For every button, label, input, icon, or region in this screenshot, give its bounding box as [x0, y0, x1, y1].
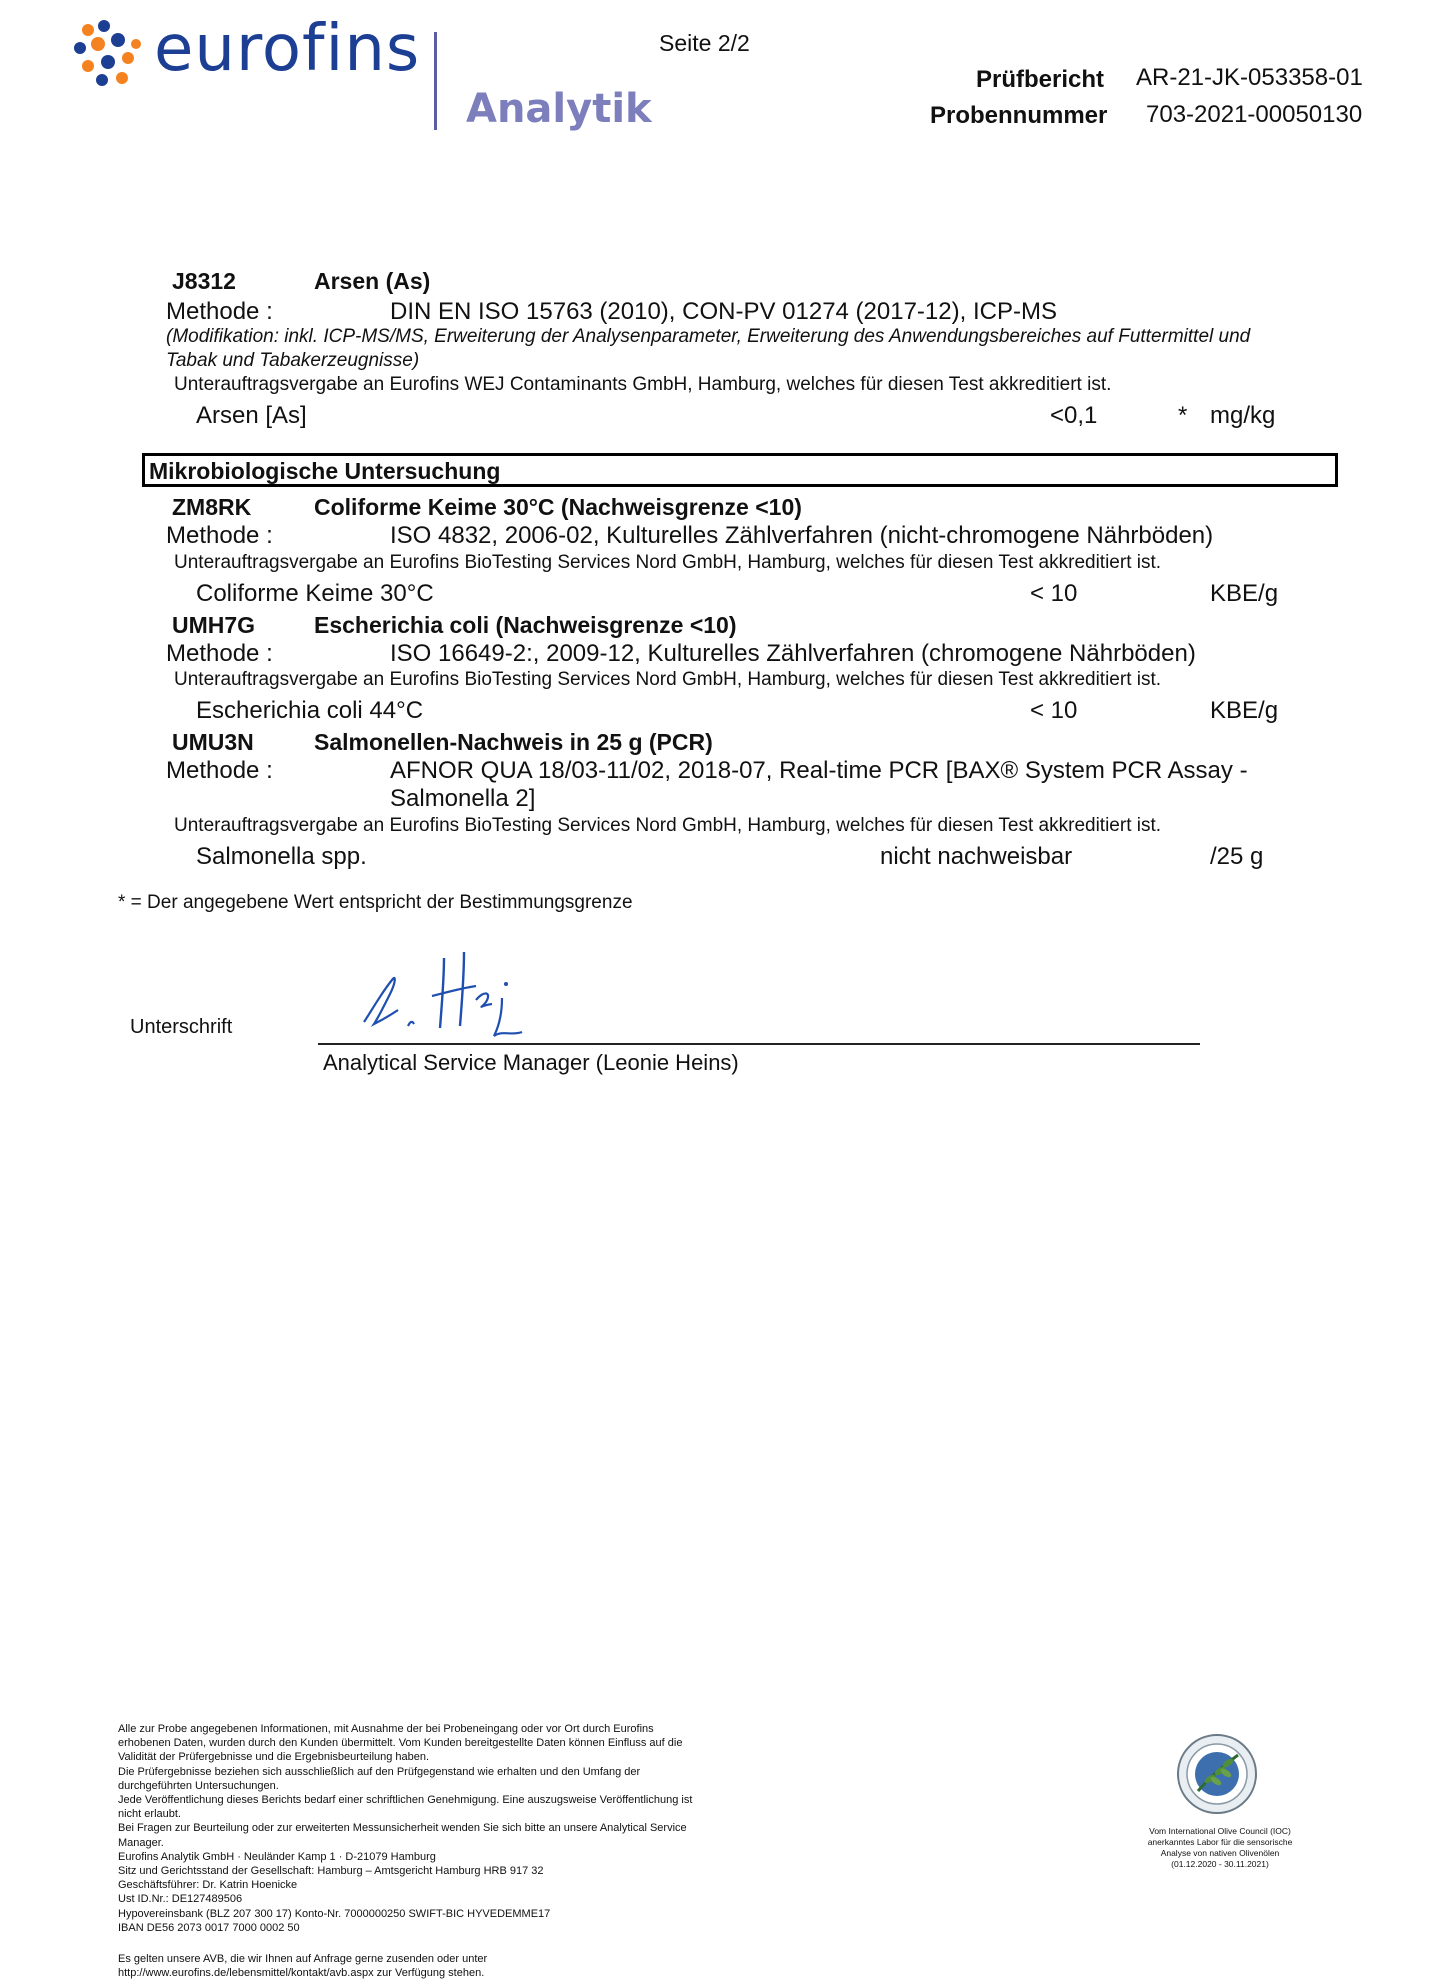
test-code: ZM8RK	[172, 494, 252, 520]
ioc-line: (01.12.2020 - 30.11.2021)	[1171, 1859, 1269, 1869]
footer-line: Alle zur Probe angegebenen Informationen, mit Ausnahme der bei Probeneingang oder vor Ort durch Eurofins	[118, 1723, 654, 1735]
section-header	[142, 453, 1338, 487]
method-value: ISO 16649-2:, 2009-12, Kulturelles Zählverfahren (chromogene Nährböden)	[390, 640, 1196, 667]
method-label: Methode :	[166, 757, 273, 784]
subcontract-note: Unterauftragsvergabe an Eurofins WEJ Contaminants GmbH, Hamburg, welches für diesen Test akkreditiert ist.	[174, 374, 1112, 395]
test-title: Salmonellen-Nachweis in 25 g (PCR)	[314, 729, 713, 755]
section-title: Mikrobiologische Untersuchung	[149, 458, 501, 484]
result-name: Coliforme Keime 30°C	[196, 580, 434, 607]
footer-line: erhobenen Daten, wurden durch den Kunden übermittelt. Vom Kunden bereitgestellte Daten können Einfluss auf die	[118, 1737, 683, 1750]
ioc-line: Analyse von nativen Olivenölen	[1160, 1848, 1280, 1858]
report-value: AR-21-JK-053358-01	[1136, 64, 1363, 91]
page-number: Seite 2/2	[659, 30, 750, 56]
method-note: Tabak und Tabakerzeugnisse)	[166, 350, 420, 371]
result-unit: KBE/g	[1210, 697, 1279, 724]
method-value: AFNOR QUA 18/03-11/02, 2018-07, Real-time PCR [BAX® System PCR Assay -	[390, 757, 1248, 784]
method-label: Methode :	[166, 522, 273, 549]
result-flag: *	[1178, 402, 1188, 429]
subcontract-note: Unterauftragsvergabe an Eurofins BioTesting Services Nord GmbH, Hamburg, welches für diesen Test akkreditiert ist.	[174, 815, 1162, 836]
subcontract-note: Unterauftragsvergabe an Eurofins BioTesting Services Nord GmbH, Hamburg, welches für diesen Test akkreditiert ist.	[174, 669, 1162, 690]
footer-line: Ust ID.Nr.: DE127489506	[118, 1893, 243, 1906]
logo-divider	[434, 32, 437, 130]
handwritten-signature	[352, 940, 532, 1040]
footer-line: Eurofins Analytik GmbH · Neuländer Kamp 1 · D-21079 Hamburg	[118, 1850, 436, 1863]
result-value: nicht nachweisbar	[880, 843, 1073, 870]
test-code: UMH7G	[172, 612, 256, 638]
test-code: UMU3N	[172, 729, 254, 755]
method-value: ISO 4832, 2006-02, Kulturelles Zählverfahren (nicht-chromogene Nährböden)	[390, 522, 1214, 549]
logo-wordmark: eurofins	[154, 12, 421, 86]
ioc-seal-icon	[1176, 1733, 1258, 1815]
sample-value: 703-2021-00050130	[1146, 101, 1363, 128]
footer-line: Bei Fragen zur Beurteilung oder zur erweiterten Messunsicherheit wenden Sie sich bitte an unsere Analytical Service	[118, 1822, 687, 1835]
result-value: < 10	[1030, 697, 1078, 724]
method-label: Methode :	[166, 640, 273, 667]
signature-label: Unterschrift	[130, 1016, 233, 1038]
test-title: Arsen (As)	[314, 268, 431, 294]
footer-line: Manager.	[118, 1836, 164, 1849]
footer-line: Jede Veröffentlichung dieses Berichts bedarf einer schriftlichen Genehmigung. Eine auszugsweise Veröffentlichung ist	[118, 1794, 693, 1806]
method-value: Salmonella 2]	[390, 785, 536, 812]
test-title: Coliforme Keime 30°C (Nachweisgrenze <10)	[314, 494, 802, 520]
test-code: J8312	[172, 268, 236, 294]
footer-line: durchgeführten Untersuchungen.	[118, 1779, 279, 1792]
method-note: (Modifikation: inkl. ICP-MS/MS, Erweiterung der Analysenparameter, Erweiterung des Anwendungsbereiches auf Futtermittel und	[166, 326, 1251, 347]
result-unit: KBE/g	[1210, 580, 1279, 607]
footnote: * = Der angegebene Wert entspricht der Bestimmungsgrenze	[118, 892, 633, 913]
eurofins-logo-icon	[74, 20, 144, 88]
footer-line: Hypovereinsbank (BLZ 207 300 17) Konto-Nr. 7000000250 SWIFT-BIC HYVEDEMME17	[118, 1907, 551, 1920]
result-name: Salmonella spp.	[196, 843, 367, 870]
signature-line	[318, 1043, 1200, 1045]
logo-subtitle: Analytik	[466, 86, 652, 132]
test-title: Escherichia coli (Nachweisgrenze <10)	[314, 612, 737, 638]
ioc-line: anerkanntes Labor für die sensorische	[1147, 1837, 1293, 1847]
footer-avb-line: http://www.eurofins.de/lebensmittel/kontakt/avb.aspx zur Verfügung stehen.	[118, 1967, 485, 1980]
footer-line: nicht erlaubt.	[118, 1808, 181, 1821]
footer-line: Die Prüfergebnisse beziehen sich ausschließlich auf den Prüfgegenstand wie erhalten und den Umfang der	[118, 1765, 641, 1778]
sample-label: Probennummer	[930, 102, 1108, 129]
result-unit: mg/kg	[1210, 402, 1276, 429]
method-value: DIN EN ISO 15763 (2010), CON-PV 01274 (2017-12), ICP-MS	[390, 298, 1057, 325]
footer-line: IBAN DE56 2073 0017 7000 0002 50	[118, 1921, 300, 1934]
signature-name: Analytical Service Manager (Leonie Heins)	[323, 1050, 739, 1075]
result-unit: /25 g	[1210, 843, 1264, 870]
result-name: Arsen [As]	[196, 402, 307, 429]
method-label: Methode :	[166, 298, 273, 325]
footer-avb-line: Es gelten unsere AVB, die wir Ihnen auf Anfrage gerne zusenden oder unter	[118, 1953, 488, 1965]
result-name: Escherichia coli 44°C	[196, 697, 424, 724]
footer-line: Sitz und Gerichtsstand der Gesellschaft: Hamburg – Amtsgericht Hamburg HRB 917 32	[118, 1865, 544, 1877]
footer-line: Validität der Prüfergebnisse und die Ergebnisbeurteilung haben.	[118, 1751, 430, 1764]
subcontract-note: Unterauftragsvergabe an Eurofins BioTesting Services Nord GmbH, Hamburg, welches für diesen Test akkreditiert ist.	[174, 552, 1162, 573]
result-value: <0,1	[1050, 402, 1098, 429]
report-label: Prüfbericht	[976, 66, 1105, 93]
footer-line: Geschäftsführer: Dr. Katrin Hoenicke	[118, 1879, 298, 1892]
result-value: < 10	[1030, 580, 1078, 607]
ioc-line: Vom International Olive Council (IOC)	[1149, 1826, 1291, 1836]
